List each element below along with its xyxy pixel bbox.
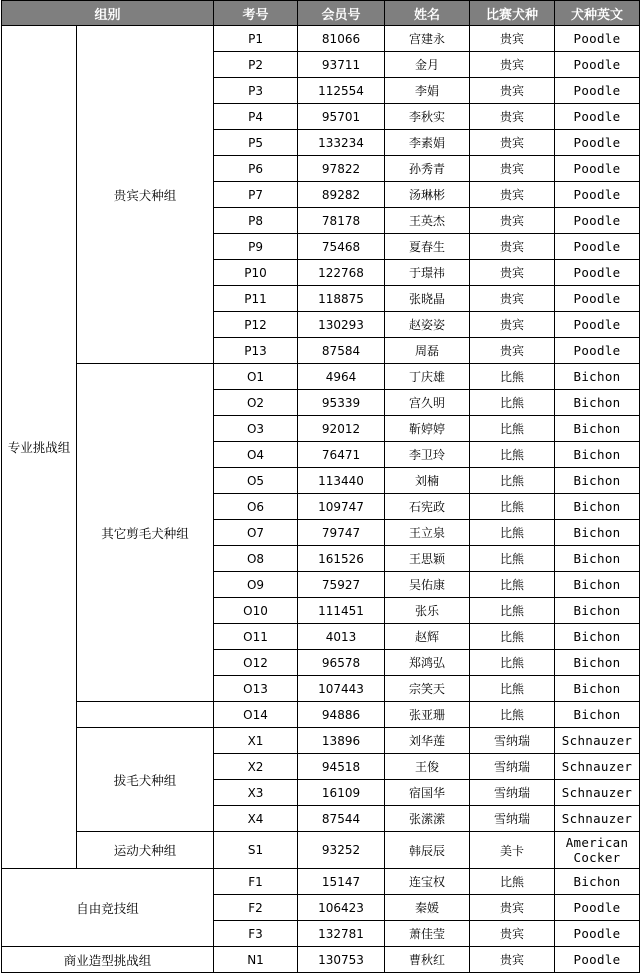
breed-en-cell: Bichon: [555, 390, 640, 416]
breed-cell: 贵宾: [470, 156, 555, 182]
breed-en-cell: Bichon: [555, 546, 640, 572]
breed-en-cell: Poodle: [555, 208, 640, 234]
breed-en-cell: Schnauzer: [555, 780, 640, 806]
exam-no-cell: F2: [214, 895, 298, 921]
breed-en-cell: Bichon: [555, 598, 640, 624]
name-cell: 张乐: [385, 598, 470, 624]
name-cell: 刘华莲: [385, 728, 470, 754]
breed-en-cell: Poodle: [555, 26, 640, 52]
name-cell: 丁庆雄: [385, 364, 470, 390]
header-breed-en: 犬种英文: [555, 1, 640, 26]
subgroup-sporting: 运动犬种组: [77, 832, 214, 869]
exam-no-cell: F1: [214, 869, 298, 895]
breed-en-cell: Bichon: [555, 676, 640, 702]
member-no-cell: 97822: [298, 156, 385, 182]
member-no-cell: 94886: [298, 702, 385, 728]
breed-en-cell: Poodle: [555, 52, 640, 78]
breed-en-cell: Poodle: [555, 130, 640, 156]
breed-en-cell: Poodle: [555, 921, 640, 947]
breed-en-cell: Bichon: [555, 364, 640, 390]
breed-cell: 比熊: [470, 676, 555, 702]
breed-cell: 贵宾: [470, 234, 555, 260]
member-no-cell: 96578: [298, 650, 385, 676]
breed-cell: 贵宾: [470, 895, 555, 921]
breed-cell: 比熊: [470, 702, 555, 728]
breed-en-cell: Poodle: [555, 156, 640, 182]
exam-no-cell: O14: [214, 702, 298, 728]
breed-en-cell: Schnauzer: [555, 728, 640, 754]
name-cell: 吴佑康: [385, 572, 470, 598]
exam-no-cell: O12: [214, 650, 298, 676]
name-cell: 石宪政: [385, 494, 470, 520]
exam-no-cell: O10: [214, 598, 298, 624]
header-member-no: 会员号: [298, 1, 385, 26]
exam-no-cell: F3: [214, 921, 298, 947]
breed-cell: 比熊: [470, 869, 555, 895]
breed-cell: 比熊: [470, 598, 555, 624]
breed-cell: 贵宾: [470, 260, 555, 286]
breed-cell: 贵宾: [470, 182, 555, 208]
exam-no-cell: N1: [214, 947, 298, 973]
subgroup-blank: [77, 702, 214, 728]
member-no-cell: 107443: [298, 676, 385, 702]
exam-no-cell: O7: [214, 520, 298, 546]
name-cell: 萧佳莹: [385, 921, 470, 947]
member-no-cell: 78178: [298, 208, 385, 234]
name-cell: 王俊: [385, 754, 470, 780]
member-no-cell: 161526: [298, 546, 385, 572]
member-no-cell: 93711: [298, 52, 385, 78]
breed-en-cell: Poodle: [555, 338, 640, 364]
group-professional: 专业挑战组: [2, 26, 77, 869]
breed-cell: 美卡: [470, 832, 555, 869]
breed-cell: 贵宾: [470, 26, 555, 52]
breed-cell: 比熊: [470, 624, 555, 650]
exam-no-cell: P11: [214, 286, 298, 312]
member-no-cell: 94518: [298, 754, 385, 780]
name-cell: 刘楠: [385, 468, 470, 494]
breed-en-cell: Bichon: [555, 468, 640, 494]
breed-en-cell: Bichon: [555, 650, 640, 676]
exam-no-cell: P4: [214, 104, 298, 130]
breed-en-cell: Bichon: [555, 624, 640, 650]
group-freestyle: 自由竞技组: [2, 869, 214, 947]
exam-no-cell: P6: [214, 156, 298, 182]
breed-en-cell: American Cocker: [555, 832, 640, 869]
member-no-cell: 95701: [298, 104, 385, 130]
name-cell: 李素娟: [385, 130, 470, 156]
header-exam-no: 考号: [214, 1, 298, 26]
header-breed: 比赛犬种: [470, 1, 555, 26]
name-cell: 孙秀青: [385, 156, 470, 182]
exam-no-cell: S1: [214, 832, 298, 869]
exam-no-cell: P5: [214, 130, 298, 156]
exam-no-cell: P10: [214, 260, 298, 286]
exam-no-cell: O9: [214, 572, 298, 598]
exam-no-cell: P9: [214, 234, 298, 260]
table-row: [2, 364, 640, 390]
breed-cell: 比熊: [470, 390, 555, 416]
breed-cell: 贵宾: [470, 947, 555, 973]
header-group: 组别: [2, 1, 214, 26]
breed-cell: 贵宾: [470, 338, 555, 364]
breed-en-cell: Poodle: [555, 182, 640, 208]
breed-cell: 比熊: [470, 416, 555, 442]
header-row: [2, 1, 640, 26]
name-cell: 李娟: [385, 78, 470, 104]
member-no-cell: 130753: [298, 947, 385, 973]
subgroup-hand-stripped: 拔毛犬种组: [77, 728, 214, 832]
breed-cell: 贵宾: [470, 52, 555, 78]
breed-en-cell: Bichon: [555, 520, 640, 546]
name-cell: 周磊: [385, 338, 470, 364]
member-no-cell: 112554: [298, 78, 385, 104]
name-cell: 秦媛: [385, 895, 470, 921]
breed-cell: 贵宾: [470, 312, 555, 338]
exam-no-cell: O13: [214, 676, 298, 702]
exam-no-cell: P12: [214, 312, 298, 338]
member-no-cell: 87584: [298, 338, 385, 364]
member-no-cell: 4013: [298, 624, 385, 650]
member-no-cell: 92012: [298, 416, 385, 442]
breed-en-cell: Poodle: [555, 260, 640, 286]
exam-no-cell: P8: [214, 208, 298, 234]
exam-no-cell: O1: [214, 364, 298, 390]
breed-cell: 比熊: [470, 520, 555, 546]
name-cell: 夏春生: [385, 234, 470, 260]
exam-no-cell: X2: [214, 754, 298, 780]
exam-no-cell: P13: [214, 338, 298, 364]
name-cell: 张潆潆: [385, 806, 470, 832]
exam-no-cell: O3: [214, 416, 298, 442]
breed-en-cell: Bichon: [555, 494, 640, 520]
member-no-cell: 113440: [298, 468, 385, 494]
table-row: [2, 947, 640, 973]
table-row: [2, 832, 640, 869]
name-cell: 王思颖: [385, 546, 470, 572]
breed-cell: 比熊: [470, 364, 555, 390]
breed-en-cell: Poodle: [555, 234, 640, 260]
breed-cell: 比熊: [470, 442, 555, 468]
exam-no-cell: P2: [214, 52, 298, 78]
breed-cell: 比熊: [470, 546, 555, 572]
breed-cell: 比熊: [470, 572, 555, 598]
exam-no-cell: O4: [214, 442, 298, 468]
breed-cell: 雪纳瑞: [470, 728, 555, 754]
member-no-cell: 75927: [298, 572, 385, 598]
member-no-cell: 89282: [298, 182, 385, 208]
name-cell: 靳婷婷: [385, 416, 470, 442]
name-cell: 李卫玲: [385, 442, 470, 468]
name-cell: 宫建永: [385, 26, 470, 52]
member-no-cell: 76471: [298, 442, 385, 468]
member-no-cell: 4964: [298, 364, 385, 390]
breed-en-cell: Poodle: [555, 312, 640, 338]
member-no-cell: 130293: [298, 312, 385, 338]
breed-cell: 比熊: [470, 494, 555, 520]
breed-cell: 贵宾: [470, 78, 555, 104]
name-cell: 赵辉: [385, 624, 470, 650]
name-cell: 韩辰辰: [385, 832, 470, 869]
subgroup-other-clipped: 其它剪毛犬种组: [77, 364, 214, 702]
exam-no-cell: O11: [214, 624, 298, 650]
breed-cell: 贵宾: [470, 104, 555, 130]
breed-en-cell: Poodle: [555, 78, 640, 104]
name-cell: 赵姿姿: [385, 312, 470, 338]
breed-en-cell: Bichon: [555, 702, 640, 728]
name-cell: 宗笑天: [385, 676, 470, 702]
name-cell: 张晓晶: [385, 286, 470, 312]
exam-no-cell: X3: [214, 780, 298, 806]
breed-cell: 雪纳瑞: [470, 780, 555, 806]
exam-no-cell: X1: [214, 728, 298, 754]
member-no-cell: 122768: [298, 260, 385, 286]
breed-en-cell: Poodle: [555, 286, 640, 312]
name-cell: 郑鸿弘: [385, 650, 470, 676]
breed-cell: 雪纳瑞: [470, 754, 555, 780]
member-no-cell: 106423: [298, 895, 385, 921]
breed-en-cell: Bichon: [555, 572, 640, 598]
breed-cell: 雪纳瑞: [470, 806, 555, 832]
breed-en-cell: Schnauzer: [555, 754, 640, 780]
name-cell: 宿国华: [385, 780, 470, 806]
member-no-cell: 16109: [298, 780, 385, 806]
breed-en-cell: Schnauzer: [555, 806, 640, 832]
table-row: [2, 728, 640, 754]
member-no-cell: 132781: [298, 921, 385, 947]
member-no-cell: 87544: [298, 806, 385, 832]
name-cell: 金月: [385, 52, 470, 78]
exam-no-cell: P1: [214, 26, 298, 52]
name-cell: 王英杰: [385, 208, 470, 234]
member-no-cell: 81066: [298, 26, 385, 52]
breed-cell: 比熊: [470, 468, 555, 494]
group-commercial: 商业造型挑战组: [2, 947, 214, 973]
breed-en-cell: Bichon: [555, 869, 640, 895]
exam-no-cell: P3: [214, 78, 298, 104]
breed-cell: 比熊: [470, 650, 555, 676]
name-cell: 曹秋红: [385, 947, 470, 973]
name-cell: 于璟祎: [385, 260, 470, 286]
breed-cell: 贵宾: [470, 208, 555, 234]
header-name: 姓名: [385, 1, 470, 26]
breed-cell: 贵宾: [470, 921, 555, 947]
exam-no-cell: O8: [214, 546, 298, 572]
breed-cell: 贵宾: [470, 130, 555, 156]
member-no-cell: 75468: [298, 234, 385, 260]
name-cell: 汤琳彬: [385, 182, 470, 208]
member-no-cell: 111451: [298, 598, 385, 624]
member-no-cell: 118875: [298, 286, 385, 312]
name-cell: 李秋实: [385, 104, 470, 130]
table-row: [2, 26, 640, 52]
breed-cell: 贵宾: [470, 286, 555, 312]
name-cell: 宫久明: [385, 390, 470, 416]
member-no-cell: 13896: [298, 728, 385, 754]
name-cell: 王立泉: [385, 520, 470, 546]
member-no-cell: 95339: [298, 390, 385, 416]
breed-en-cell: Poodle: [555, 104, 640, 130]
subgroup-poodle: 贵宾犬种组: [77, 26, 214, 364]
breed-en-cell: Poodle: [555, 895, 640, 921]
member-no-cell: 15147: [298, 869, 385, 895]
member-no-cell: 133234: [298, 130, 385, 156]
member-no-cell: 109747: [298, 494, 385, 520]
exam-no-cell: O2: [214, 390, 298, 416]
member-no-cell: 93252: [298, 832, 385, 869]
breed-en-cell: Poodle: [555, 947, 640, 973]
breed-en-cell: Bichon: [555, 442, 640, 468]
name-cell: 连宝权: [385, 869, 470, 895]
table-row: [2, 702, 640, 728]
name-cell: 张亚珊: [385, 702, 470, 728]
exam-no-cell: O5: [214, 468, 298, 494]
exam-no-cell: P7: [214, 182, 298, 208]
registration-table: [1, 0, 640, 973]
member-no-cell: 79747: [298, 520, 385, 546]
exam-no-cell: O6: [214, 494, 298, 520]
breed-en-cell: Bichon: [555, 416, 640, 442]
table-row: [2, 869, 640, 895]
exam-no-cell: X4: [214, 806, 298, 832]
